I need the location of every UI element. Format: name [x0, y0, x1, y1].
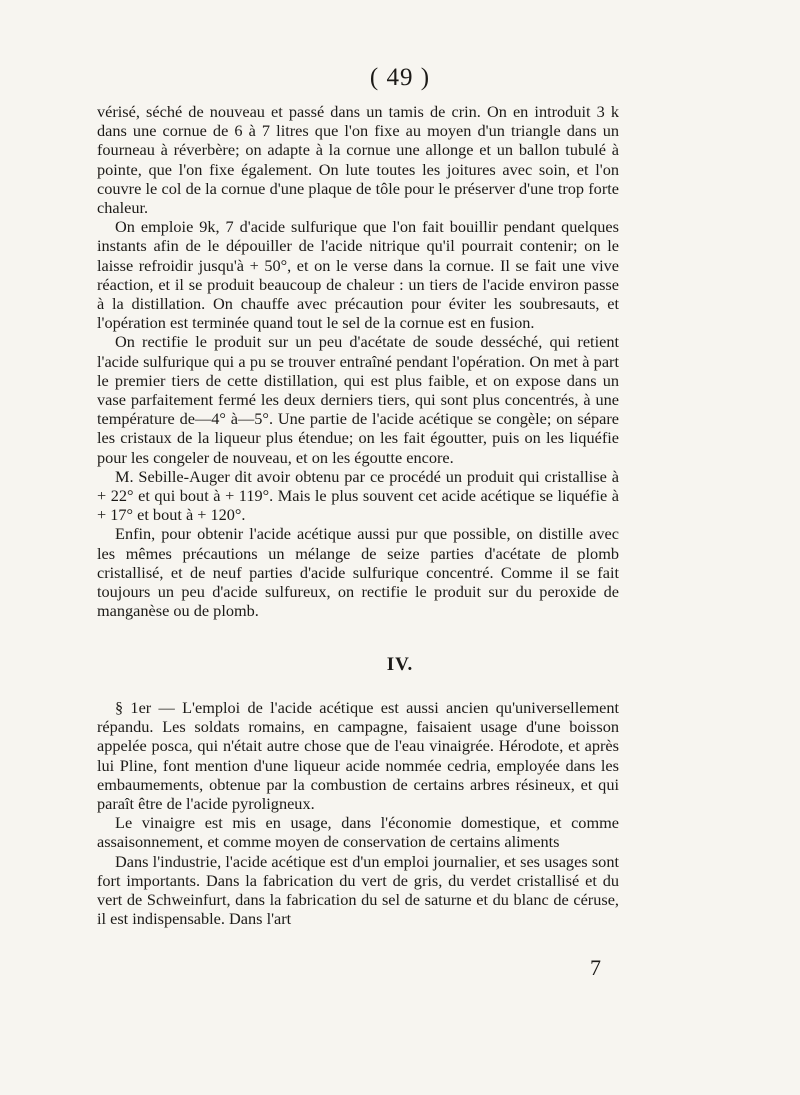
paragraph: On emploie 9k, 7 d'acide sulfurique que l'on fait bouillir pendant quelques instants afin de le dépouiller de l'acide nitrique qu'il pourrait contenir; on le laisse refroidir jusqu'à + 50°, et on le verse dans la cornue. Il se fait une vive réaction, et il se produit beaucoup de chaleur : un tiers de l'acide environ passe à la distillation. On chauffe avec précaution pour éviter les soubresauts, et l'opération est terminée quand tout le sel de la cornue est en fusion. — [97, 217, 619, 333]
text-block-lower — [97, 698, 619, 928]
text-block-upper — [97, 102, 619, 620]
paragraph: Dans l'industrie, l'acide acétique est d'un emploi journalier, et ses usages sont fort importants. Dans la fabrication du vert de gris, du verdet cristallisé et du vert de Schweinfurt, dans la fabrication du sel de saturne et du blanc de céruse, il est indispensable. Dans l'art — [97, 851, 619, 929]
paragraph: M. Sebille-Auger dit avoir obtenu par ce procédé un produit qui cristallise à + 22° et qui bout à + 119°. Mais le plus souvent cet acide acétique se liquéfie à + 17° et bout à + 120°. — [97, 466, 619, 525]
paragraph: § 1er — L'emploi de l'acide acétique est aussi ancien qu'universellement répandu. Les soldats romains, en campagne, faisaient usage d'une boisson appelée posca, qui n'était autre chose que de l'eau vinaigrée. Hérodote, et après lui Pline, font mention d'une liqueur acide nommée cedria, employée dans les embaumements, obtenue par la combustion de certains arbres résineux, et qui paraît être de l'acide pyroligneux. — [97, 698, 619, 814]
paragraph: Le vinaigre est mis en usage, dans l'économie domestique, et comme assaisonnement, et comme moyen de conservation de certains aliments — [97, 813, 619, 852]
paragraph: vérisé, séché de nouveau et passé dans un tamis de crin. On en introduit 3 k dans une cornue de 6 à 7 litres que l'on fixe au moyen d'un triangle dans un fourneau à réverbère; on adapte à la cornue une allonge et un ballon tubulé à pointe, que l'on fixe également. On lute toutes les joitures avec soin, et l'on couvre le col de la cornue d'une plaque de tôle pour le préserver d'une trop forte chaleur. — [97, 102, 619, 218]
page-number: ( 49 ) — [369, 64, 431, 91]
signature-mark: 7 — [590, 955, 601, 980]
paragraph: Enfin, pour obtenir l'acide acétique aussi pur que possible, on distille avec les mêmes précautions un mélange de seize parties d'acétate de plomb cristallisé, et de neuf parties d'acide sulfurique concentré. Comme il se fait toujours un peu d'acide sulfureux, on rectifie le produit sur du peroxide de manganèse ou de plomb. — [97, 524, 619, 621]
section-heading: IV. — [386, 654, 414, 675]
paragraph: On rectifie le produit sur un peu d'acétate de soude desséché, qui retient l'acide sulfurique qui a pu se trouver entraîné pendant l'opération. On met à part le premier tiers de cette distillation, qui est plus faible, et on expose dans un vase parfaitement fermé les deux derniers tiers, qui sont plus concentrés, à une température de—4° à—5°. Une partie de l'acide acétique se congèle; on sépare les cristaux de la liqueur plus étendue; on les fait égoutter, puis on les liquéfie pour les congeler de nouveau, et on les égoutte encore. — [97, 332, 619, 467]
